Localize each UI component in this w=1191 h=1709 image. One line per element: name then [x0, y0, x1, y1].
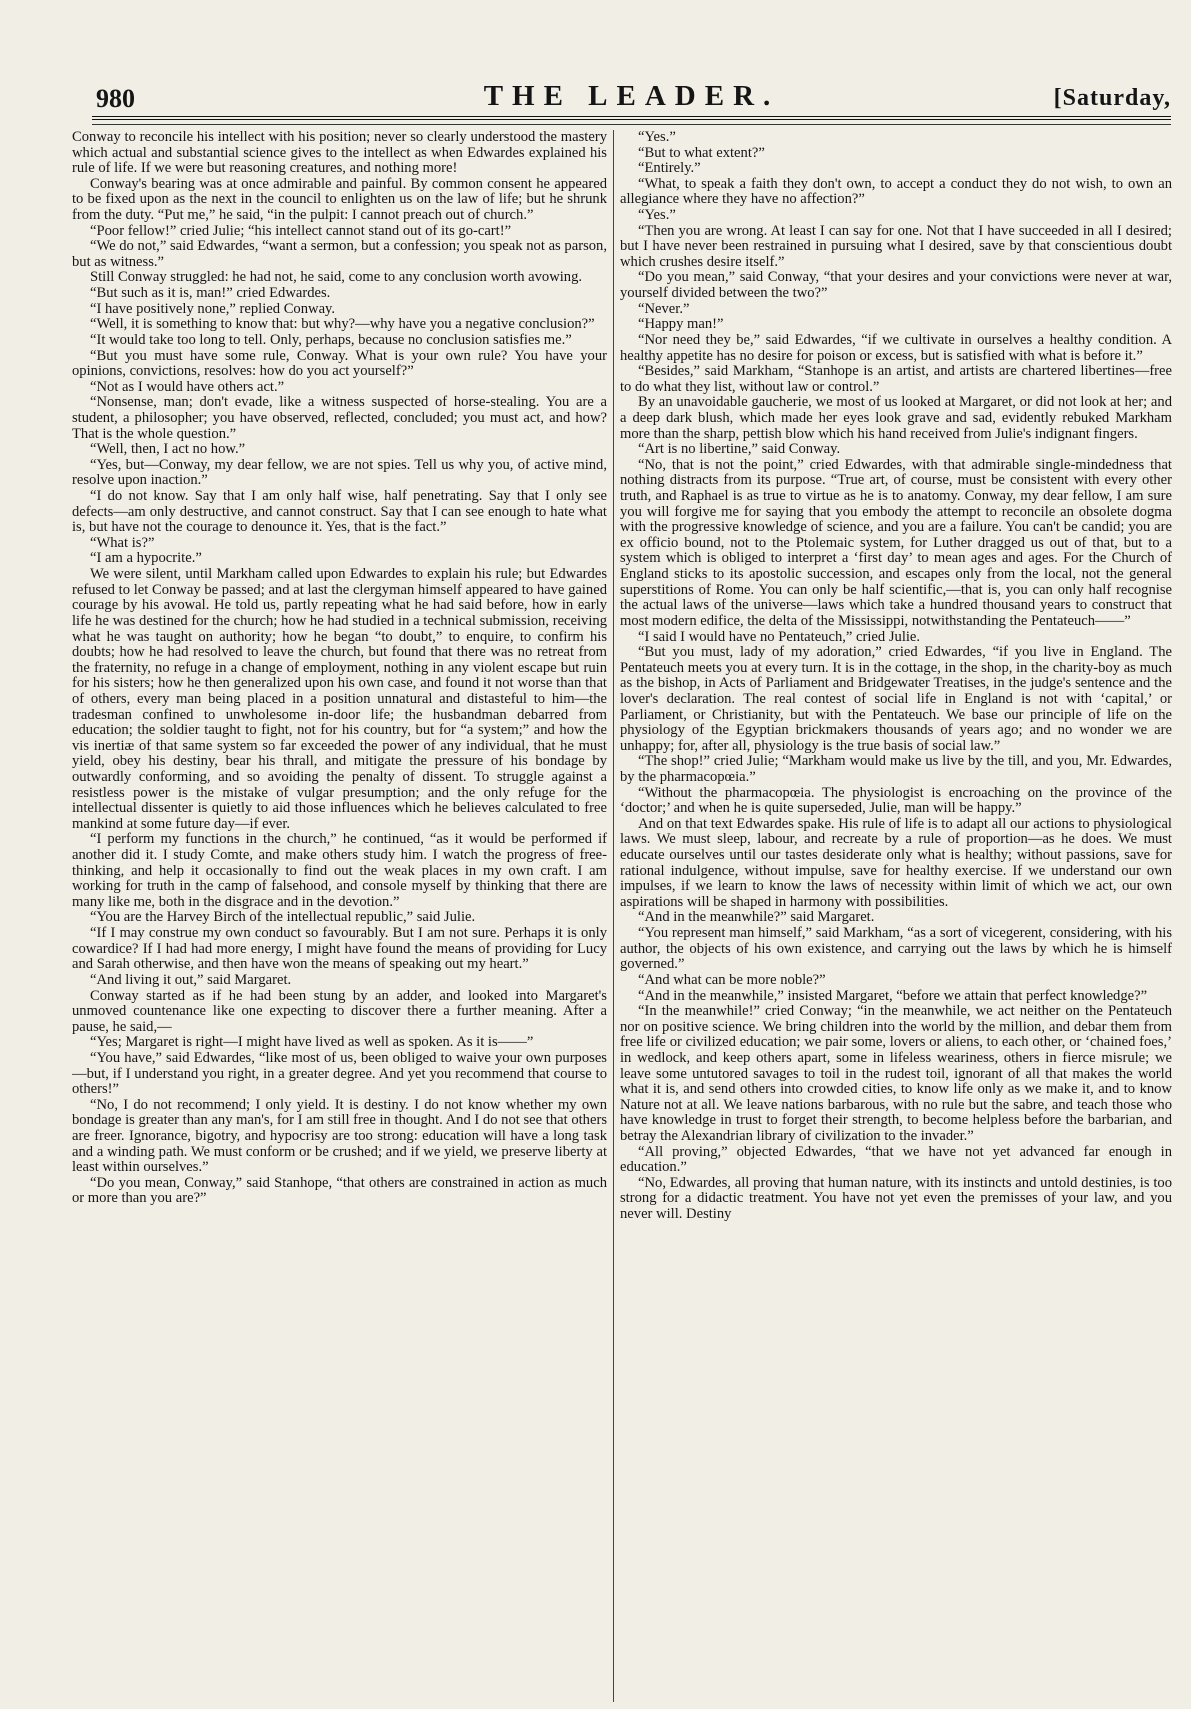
paragraph: “Then you are wrong. At least I can say for one. Not that I have succeeded in all I desired; but I have never been restrained in pursuing what I desired, save by that conscientious doubt which crushes desire itself.” [620, 222, 1172, 270]
paragraph: Conway started as if he had been stung by an adder, and looked into Margaret's unmoved countenance like one expecting to discover there a further meaning. After a pause, he said,— [72, 987, 607, 1035]
paragraph: “I perform my functions in the church,” he continued, “as it would be performed if another did it. I study Comte, and make others study him. I watch the progress of free-thinking, and help it occasionally to find out the weak places in my own craft. I am working for truth in the camp of falsehood, and console myself by thinking that there are many like me, both in the disgrace and in the devotion.” [72, 831, 607, 910]
column-divider [613, 130, 614, 1702]
paragraph: “The shop!” cried Julie; “Markham would make us live by the till, and you, Mr. Edwardes, by the pharmacopœia.” [620, 753, 1172, 785]
paragraph: “But you must, lady of my adoration,” cried Edwardes, “if you live in England. The Pentateuch meets you at every turn. It is in the cottage, in the shop, in the charity-boy as much as the bishop, in Acts of Parliament and Bridgewater Treatises, in the judge's sentence and the lover's declaration. The real contest of social life in England is not with ‘capital,’ or Parliament, or Christianity, but with the Pentateuch. We base our principle of life on the physiology of the Egyptian brickmakers thousands of years ago; and no wonder we are unhappy; for, after all, physiology is the true basis of social law.” [620, 644, 1172, 754]
paragraph: Conway's bearing was at once admirable and painful. By common consent he appeared to be fixed upon as the next in the council to enlighten us on the law of life; but he shrunk from the duty. “Put me,” he said, “in the pulpit: I cannot preach out of church.” [72, 175, 607, 224]
paragraph: “Yes, but—Conway, my dear fellow, we are not spies. Tell us why you, of active mind, resolve upon inaction.” [72, 456, 607, 489]
paragraph: “Happy man!” [638, 316, 724, 333]
right-column [620, 130, 1172, 1702]
paragraph: “Never.” [638, 300, 690, 317]
paragraph: “All proving,” objected Edwardes, “that we have not yet advanced far enough in education.” [620, 1143, 1172, 1176]
paragraph: “It would take too long to tell. Only, perhaps, because no conclusion satisfies me.” [90, 331, 572, 348]
paragraph: “In the meanwhile!” cried Conway; “in the meanwhile, we act neither on the Pentateuch nor on positive science. We bring children into the world by the million, and debar them from free life or civilized education; we pair some, lovers or aliens, to each other, or ‘chained foes,’ in wedlock, and keep others apart, some in lifeless weariness, others in fierce misrule; we leave some untutored savages to toil in the rudest toil, ignorant of all that makes the world what it is, and send others into crowded cities, to know life only as we make it, and to know Nature not at all. We leave nations barbarous, with no rule but the sabre, and teach those who have knowledge in trust to forget their strength, to become helpless before the barbarian, and betray the Alexandrian library of civilization to the invader.” [620, 1003, 1172, 1144]
page-number: 980 [96, 84, 135, 113]
paragraph: “What is?” [90, 534, 155, 551]
paragraph: “I do not know. Say that I am only half wise, half penetrating. Say that I only see defects—am only destructive, and cannot construct. Say that I can see enough to hate what is, but have not the courage to denounce it. Yes, that is the fact.” [72, 488, 607, 536]
paragraph: “Yes.” [638, 130, 676, 145]
paragraph: “But to what extent?” [638, 144, 765, 161]
paragraph: “Nonsense, man; don't evade, like a witness suspected of horse-stealing. You are a student, a philosopher; you have observed, reflected, concluded; you must act, and how? That is the whole question.” [72, 394, 607, 442]
header-rule-thin [92, 124, 1171, 125]
paragraph: Conway to reconcile his intellect with his position; never so clearly understood the mastery which actual and substantial science gives to the intellect as when Edwardes explained his rule of life. If we were but reasoning creatures, and nothing more! [72, 130, 607, 177]
paragraph: “No, Edwardes, all proving that human nature, with its instincts and untold destinies, is too strong for a didactic treatment. You have not yet even the premisses of your law, and you never will. Destiny [620, 1174, 1172, 1223]
paragraph: “And what can be more noble?” [638, 971, 826, 988]
paragraph: “I am a hypocrite.” [90, 550, 202, 567]
paragraph: “But you must have some rule, Conway. What is your own rule? You have your opinions, convictions, resolves: how do you act yourself?” [72, 347, 607, 380]
paragraph: By an unavoidable gaucherie, we most of us looked at Margaret, or did not look at her; and a deep dark blush, which made her eyes look grave and sad, evidently rebuked Markham more than the sharp, pettish blow which his hand received from Julie's indignant fingers. [620, 394, 1172, 442]
page-header [92, 80, 1171, 120]
paragraph: “No, I do not recommend; I only yield. It is destiny. I do not know whether my own bondage is greater than any man's, for I am still free in thought. And I do not see that others are freer. Ignorance, bigotry, and hypocrisy are too strong: education will have a long task and a winding path. We must conform or be crushed; and if we yield, we preserve liberty at least within ourselves.” [72, 1096, 607, 1176]
paragraph: “You have,” said Edwardes, “like most of us, been obliged to waive your own purposes—but, if I understand you right, in a greater degree. And yet you recommend that course to others!” [72, 1049, 607, 1098]
paragraph: “And in the meanwhile,” insisted Margaret, “before we attain that perfect knowledge?” [638, 987, 1148, 1004]
paragraph: “Besides,” said Markham, “Stanhope is an artist, and artists are chartered libertines—free to do what they list, without law or control.” [620, 363, 1172, 395]
paragraph: “Do you mean,” said Conway, “that your desires and your convictions were never at war, yourself divided between the two?” [620, 269, 1172, 302]
paragraph: “Nor need they be,” said Edwardes, “if we cultivate in ourselves a healthy condition. A healthy appetite has no desire for poison or excess, but is satisfied with what is before it.” [620, 331, 1172, 364]
paragraph: “We do not,” said Edwardes, “want a sermon, but a confession; you speak not as parson, but as witness.” [72, 238, 607, 270]
paragraph: “No, that is not the point,” cried Edwardes, with that admirable single-mindedness that nothing distracts from its purpose. “True art, of course, must be consistent with every other truth, and Raphael is as true to virtue as he is to anatomy. Conway, my dear fellow, I am sure you will forgive me for saying that you embody the attempt to reconcile an obsolete dogma with the progressive knowledge of science, and you are a failure. You can't be candid; you are ex officio bound, not to the Ptolemaic system, for Luther dragged us out of that, but to a system which is obliged to interpret a ‘first day’ to mean ages and ages. For the Church of England sticks to its apostolic succession, and escapes only from the local, not the general superstitions of Rome. You can only be half scientific,—that is, you can only half recognise the actual laws of the universe—laws which take a hundred thousand years to construct that most modern edifice, the delta of the Mississippi, notwithstanding the Pentateuch——” [620, 456, 1172, 629]
paragraph: “Well, it is something to know that: but why?—why have you a negative conclusion?” [90, 316, 595, 333]
paragraph: And on that text Edwardes spake. His rule of life is to adapt all our actions to physiological laws. We must sleep, labour, and recreate by a rule of proportion—as he does. We must educate ourselves until our tastes desiderate only what is healthy; without passions, save for rational indulgence, without impulse, save for healthy exercise. If we understand our own impulses, if we learn to know the laws of necessity within limit of which we act, our own aspirations will be shaped in harmony with possibilities. [620, 815, 1172, 910]
paragraph: We were silent, until Markham called upon Edwardes to explain his rule; but Edwardes refused to let Conway be passed; and at last the clergyman himself appeared to have gained courage by his avowal. He told us, partly repeating what he had said before, how in early life he was destined for the church; how he had studied in a technical submission, receiving what he was taught on authority; how he began “to doubt,” to enquire, to confirm his doubts; how he had resolved to leave the church, but found that there was no retreat from the fraternity, no refuge in a change of employment, nothing in any violent escape but ruin for his sisters; how he then generalized upon his own case, and found it not worse than that of others, every man being placed in a position unnatural and distasteful to him—the tradesman confined to unwholesome in-door life; the husbandman debarred from education; the soldier taught to fight, not for his country, but for “a system;” and how the vis inertiæ of that same system so far exceeded the power of any individual, that he must yield, obey his destiny, bear his thrall, and mitigate the pressure of his bondage by outwardly conforming, and so avoiding the penalty of dissent. To struggle against a resistless power is the mistake of vulgar presumption; and the only refuge for the intellectual dissenter is quietly to aid those influences which he believes calculated to free mankind at some future day—if ever. [72, 566, 607, 832]
paragraph: “Entirely.” [638, 160, 701, 177]
paragraph: “Do you mean, Conway,” said Stanhope, “that others are constrained in action as much or more than you are?” [72, 1174, 607, 1207]
paragraph: “And in the meanwhile?” said Margaret. [638, 909, 875, 926]
paragraph: “Well, then, I act no how.” [90, 441, 246, 458]
paragraph: “You are the Harvey Birch of the intellectual republic,” said Julie. [90, 909, 476, 926]
paragraph: “I have positively none,” replied Conway. [90, 300, 336, 317]
paragraph: “Poor fellow!” cried Julie; “his intellect cannot stand out of its go-cart!” [90, 222, 512, 239]
paragraph: Still Conway struggled: he had not, he said, come to any conclusion worth avowing. [90, 269, 583, 286]
paragraph: “But such as it is, man!” cried Edwardes. [90, 285, 331, 302]
paragraph: “I said I would have no Pentateuch,” cried Julie. [638, 628, 921, 645]
left-column [72, 130, 607, 1702]
paragraph: “What, to speak a faith they don't own, to accept a conduct they do not wish, to own an allegiance where they have no affection?” [620, 175, 1172, 208]
paragraph: “And living it out,” said Margaret. [90, 971, 292, 988]
newspaper-title: THE LEADER. [483, 80, 780, 112]
paragraph: “You represent man himself,” said Markham, “as a sort of vicegerent, considering, with his author, the objects of his own existence, and carrying out the laws by which he is himself governed.” [620, 925, 1172, 973]
paragraph: “Yes; Margaret is right—I might have lived as well as spoken. As it is——” [90, 1034, 534, 1051]
header-rule-double [92, 116, 1171, 120]
paragraph: “Yes.” [638, 207, 676, 224]
paragraph: “If I may construe my own conduct so favourably. But I am not sure. Perhaps it is only cowardice? If I had had more energy, I might have found the means of providing for Lucy and Sarah otherwise, and then have won the means of speaking out my heart.” [72, 925, 607, 973]
paragraph: “Art is no libertine,” said Conway. [638, 441, 841, 458]
paragraph: “Not as I would have others act.” [90, 378, 285, 395]
issue-day: [Saturday, [1053, 85, 1171, 111]
paragraph: “Without the pharmacopœia. The physiologist is encroaching on the province of the ‘doctor;’ and when he is quite superseded, Julie, man will be happy.” [620, 784, 1172, 817]
